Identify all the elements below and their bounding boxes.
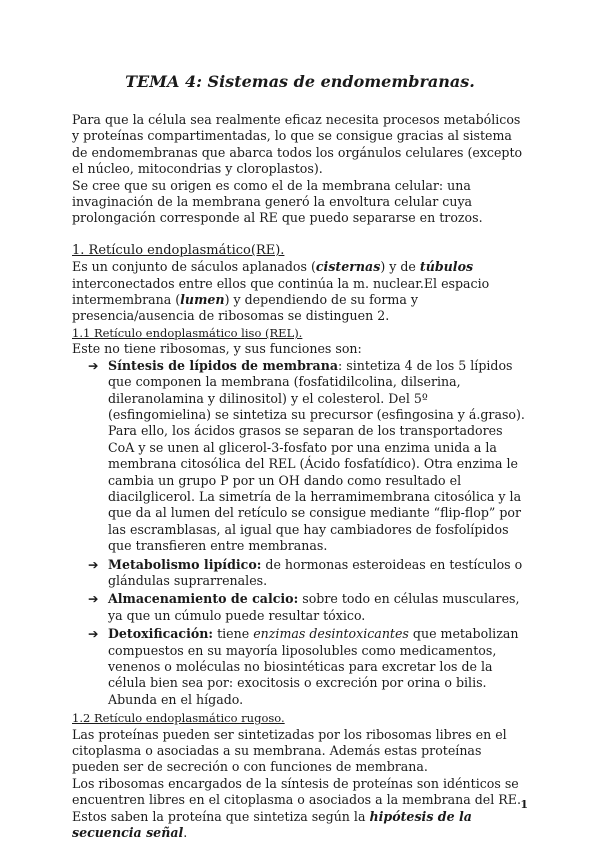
list-item: ➔ Almacenamiento de calcio: sobre todo en células musculares, ya que un cúmulo puede resultar tóxico. <box>88 591 520 623</box>
arrow-bullet-icon: ➔ <box>88 591 99 607</box>
page-number: 1 <box>520 798 528 811</box>
section-1-2-paragraph-1: Las proteínas pueden ser sintetizadas por los ribosomas libres en el citoplasma o asociadas a su membrana. Además estas proteínas pueden ser de secreción o con funciones de membrana. <box>72 726 507 775</box>
section-1-heading: 1. Retículo endoplasmático(RE). <box>72 242 285 258</box>
intro-paragraph-2: Se cree que su origen es como el de la membrana celular: una invaginación de la membrana generó la envoltura celular cuya prolongación corresponde al RE que puedo separarse en trozos. <box>72 177 483 226</box>
intro-paragraph-1: Para que la célula sea realmente eficaz necesita procesos metabólicos y proteínas compartimentadas, lo que se consigue gracias al sistema de endomembranas que abarca todos los orgánulos celulares (excepto el núcleo, mitocondrias y cloroplastos). <box>72 112 523 177</box>
arrow-bullet-icon: ➔ <box>88 626 99 642</box>
list-item: ➔ Detoxificación: tiene enzimas desintoxicantes que metabolizan compuestos en su mayoría liposolubles como medicamentos, venenos o moléculas no biosintéticas para excretar los de la célula bien sea por: exocitosis o excreción por orina o bilis. Abunda en el hígado. <box>88 626 519 707</box>
page-title: TEMA 4: Sistemas de endomembranas. <box>125 72 475 91</box>
section-1-2-heading: 1.2 Retículo endoplasmático rugoso. <box>72 711 285 726</box>
document-page <box>72 72 528 841</box>
section-1-1-intro: Este no tiene ribosomas, y sus funciones son: <box>72 341 362 357</box>
rel-functions-list <box>72 358 528 709</box>
arrow-bullet-icon: ➔ <box>88 357 99 373</box>
list-item: ➔ Metabolismo lipídico: de hormonas esteroideas en testículos o glándulas suprarrenales. <box>88 556 523 588</box>
section-1-paragraph: Es un conjunto de sáculos aplanados (cisternas) y de túbulos interconectados entre ellos que continúa la m. nuclear.El espacio intermembrana (lumen) y dependiendo de su forma y presencia/ausencia de ribosomas se distinguen 2. <box>72 259 490 324</box>
list-item: ➔ Síntesis de lípidos de membrana: sintetiza 4 de los 5 lípidos que componen la membrana (fosfatidilcolina, dilserina, dileranolamina y dilinositol) y el colesterol. Del 5º (esfingomielina) se sintetiza su precursor (esfingosina y á.graso). Para ello, los ácidos grasos se separan de los transportadores CoA y se unen al glicerol-3-fosfato por una enzima unida a la membrana citosólica del REL (Ácido fosfatídico). Otra enzima le cambia un grupo P por un OH dando como resultado el diacilglicerol. La simetría de la herramimembrana citosólica y la que da al lumen del retículo se consigue mediante “flip-flop” por las escramblasas, al igual que hay cambiadores de fosfolípidos que transfieren entre membranas. <box>88 357 525 554</box>
section-1-1-heading: 1.1 Retículo endoplasmático liso (REL). <box>72 325 303 340</box>
section-1-2-paragraph-2: Los ribosomas encargados de la síntesis de proteínas son idénticos se encuentren libres en el citoplasma o asociados a la membrana del RE. Estos saben la proteína que sintetiza según la hipótesis de la secuencia señal. <box>72 775 521 841</box>
arrow-bullet-icon: ➔ <box>88 556 99 572</box>
